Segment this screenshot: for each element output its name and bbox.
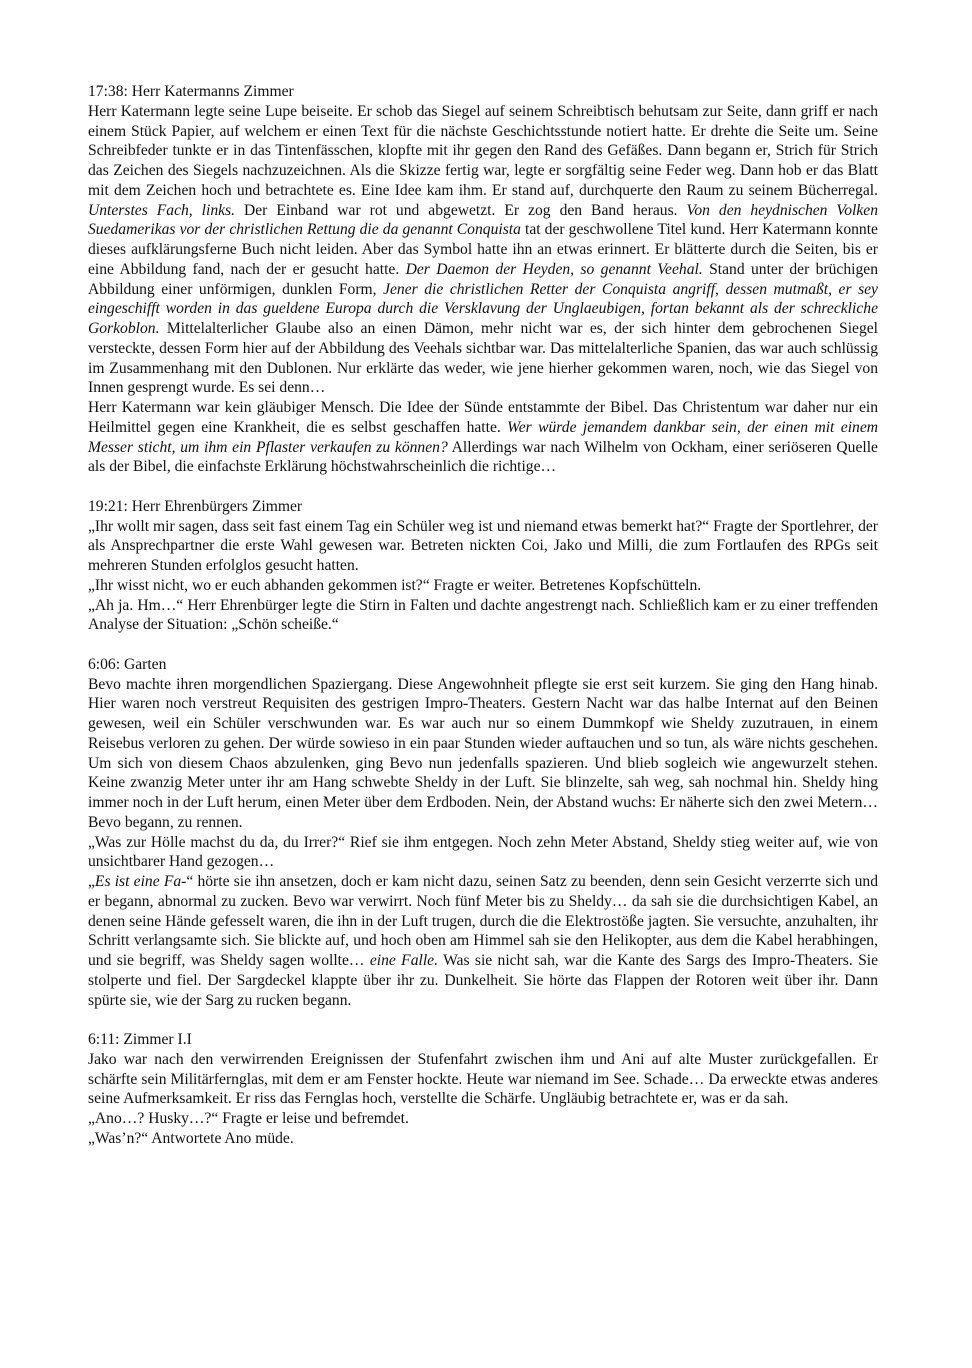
- text-run: Herr Katermann legte seine Lupe beiseite. Er schob das Siegel auf seinem Schreibtisch behutsam zur Seite, dann griff er nach einem Stück Papier, auf welchem er einen Text für die nächste Geschichtsstunde notiert hatte. Er drehte die Seite um. Seine Schreibfeder tunkte er in das Tintenfässchen, klopfte mit ihr gegen den Rand des Gefäßes. Dann begann er, Strich für Strich das Zeichen des Siegels nachzuzeichnen. Als die Skizze fertig war, legte er sorgfältig seine Feder weg. Dann hob er das Blatt mit dem Zeichen hoch und betrachtete es. Eine Idee kam ihm. Er stand auf, durchquerte den Raum zu seinem Bücherregal.: [88, 102, 878, 199]
- text-run: tat der geschwollene Titel kund. Herr Katermann konnte dieses aufklärungsferne Buch nicht leiden. Aber das Symbol hatte ihn an etwas erinnert. Er blätterte durch die Seiten, bis er eine Abbildung fand, nach der er gesucht hatte.: [88, 221, 878, 278]
- text-run: „Was zur Hölle machst du da, du Irrer?“ Rief sie ihm entgegen. Noch zehn Meter Abstand, Sheldy stieg weiter auf, wie von unsichtbarer Hand gezogen…: [88, 833, 878, 871]
- text-run: “ hörte sie ihn ansetzen, doch er kam nicht dazu, seinen Satz zu beenden, denn sein Gesicht verzerrte sich und er begann, abnormal zu zucken. Bevo war verwirrt. Noch fünf Meter bis zu Sheldy… da sah sie die durchsichtigen Kabel, an denen seine Hände gefesselt waren, die ihn in der Luft trugen, durch die die Elektrostöße jagten. Sie versuchte, anzuhalten, ihr Schritt verlangsamte sich. Sie blickte auf, und hoch oben am Himmel sah sie den Helikopter, aus dem die Kabel herabhingen, und sie begriff, was Sheldy sagen wollte…: [88, 873, 878, 969]
- section-ehrenbuerger: [88, 497, 878, 635]
- italic-text-run: Wer würde jemandem dankbar sein, der einen mit einem Messer sticht, um ihm ein Pflaster verkaufen zu können?: [88, 418, 879, 456]
- text-run: „Ihr wisst nicht, wo er euch abhanden gekommen ist?“ Fragte er weiter. Betretenes Kopfschütteln.: [88, 576, 702, 594]
- text-run: Jako war nach den verwirrenden Ereignissen der Stufenfahrt zwischen ihm und Ani auf alte Muster zurückgefallen. Er schärfte sein Militärfernglas, mit dem er am Fenster hockte. Heute war niemand im See. Schade… Da erweckte etwas anderes seine Aufmerksamkeit. Er riss das Fernglas hoch, verstellte die Schärfe. Ungläubig betrachtete er, was er da sah.: [88, 1050, 878, 1108]
- paragraph: [88, 517, 878, 576]
- section-heading: 19:21: Herr Ehrenbürgers Zimmer: [88, 497, 303, 515]
- text-run: Was sie nicht sah, war die Kante des Sargs des Impro-Theaters. Sie stolperte und fiel. Der Sargdeckel klappte über ihr zu. Dunkelheit. Sie hörte das Flappen der Rotoren weit über ihr. Dann spürte sie, wie der Sarg zu rucken begann.: [88, 952, 878, 1009]
- section-heading: 6:11: Zimmer I.I: [88, 1031, 192, 1048]
- italic-text-run: Von den heydnischen Volken Suedamerikas vor der christlichen Rettung die da genannt Conquista: [88, 201, 878, 239]
- text-run: „Ah ja. Hm…“ Herr Ehrenbürger legte die Stirn in Falten und dachte angestrengt nach. Schließlich kam er zu einer treffenden Analyse der Situation: „Schön scheiße.“: [88, 596, 878, 634]
- paragraph: [88, 102, 878, 398]
- text-run: „Was’n?“ Antwortete Ano müde.: [88, 1129, 294, 1147]
- italic-text-run: Unterstes Fach, links.: [88, 201, 236, 219]
- paragraph: [88, 1050, 878, 1109]
- italic-text-run: Der Daemon der Heyden, so genannt Veehal.: [405, 260, 703, 278]
- paragraph: [88, 596, 878, 636]
- document-page: [88, 82, 878, 1168]
- italic-text-run: Es ist eine Fa-: [94, 873, 187, 890]
- paragraph: [88, 576, 878, 596]
- paragraph: [88, 872, 878, 1010]
- text-run: Der Einband war rot und abgewetzt. Er zog den Band heraus.: [235, 201, 687, 219]
- text-run: „Ano…? Husky…?“ Fragte er leise und befremdet.: [88, 1110, 409, 1127]
- section-heading: 6:06: Garten: [88, 655, 167, 673]
- italic-text-run: Jener die christlichen Retter der Conquista angriff, dessen mutmaßt, er sey eingeschifft worden in das gueldene Europa durch die Versklavung der Unglaeubigen, fortan bekannt als der schreckliche Gorkoblon.: [88, 280, 878, 337]
- italic-text-run: eine Falle.: [369, 952, 438, 969]
- paragraph: [88, 675, 878, 833]
- paragraph: [88, 1129, 878, 1149]
- text-run: Allerdings war nach Wilhelm von Ockham, einer seriöseren Quelle als der Bibel, die einfachste Erklärung höchstwahrscheinlich die richtige…: [88, 438, 878, 476]
- section-heading: 17:38: Herr Katermanns Zimmer: [88, 83, 294, 100]
- paragraph: [88, 1109, 878, 1129]
- paragraph: [88, 398, 878, 477]
- text-run: Bevo machte ihren morgendlichen Spaziergang. Diese Angewohnheit pflegte sie erst seit kurzem. Sie ging den Hang hinab. Hier waren noch verstreut Requisiten des gestrigen Impro-Theaters. Gestern Nacht war das halbe Internat auf den Beinen gewesen, weil ein Schüler verschwunden war. Es war auch nur so einem Dummkopf wie Sheldy zuzutrauen, in einem Reisebus verloren zu gehen. Der würde sowieso in ein paar Stunden wieder auftauchen und so tun, als wäre nichts geschehen. Um sich von diesem Chaos abzulenken, ging Bevo nun jedenfalls spazieren. Und blieb sogleich wie angewurzelt stehen. Keine zwanzig Meter unter ihr am Hang schwebte Sheldy in der Luft. Sie blinzelte, sah weg, sah nochmal hin. Sheldy hing immer noch in der Luft herum, einen Meter über dem Erdboden. Nein, der Abstand wuchs: Er näherte sich den zwei Metern… Bevo begann, zu rennen.: [88, 675, 878, 831]
- text-run: „: [88, 873, 95, 890]
- paragraph: [88, 833, 878, 873]
- section-zimmer-i-i: [88, 1030, 878, 1149]
- text-run: Mittelalterlicher Glaube also an einen Dämon, mehr nicht war es, der sich hinter dem gebrochenen Siegel versteckte, dessen Form hier auf der Abbildung des Veehals sichtbar war. Das mittelalterliche Spanien, das war auch schlüssig im Zusammenhang mit den Dublonen. Nur erklärte das weder, wie jene hierher gekommen waren, noch, wie das Siegel von Innen gesprengt wurde. Es sei denn…: [88, 320, 878, 397]
- text-run: „Ihr wollt mir sagen, dass seit fast einem Tag ein Schüler weg ist und niemand etwas bemerkt hat?“ Fragte der Sportlehrer, der als Ansprechpartner die erste Wahl gewesen war. Betreten nickten Coi, Jako und Milli, die zum Fortlaufen des RPGs seit mehreren Stunden erfolglos gesucht hatten.: [88, 517, 878, 574]
- text-run: Herr Katermann war kein gläubiger Mensch. Die Idee der Sünde entstammte der Bibel. Das Christentum war daher nur ein Heilmittel gegen eine Krankheit, die es selbst geschaffen hatte.: [88, 399, 878, 436]
- section-garten: [88, 655, 878, 1011]
- section-katermann: [88, 82, 878, 477]
- text-run: Stand unter der brüchigen Abbildung einer unförmigen, dunklen Form,: [88, 260, 878, 298]
